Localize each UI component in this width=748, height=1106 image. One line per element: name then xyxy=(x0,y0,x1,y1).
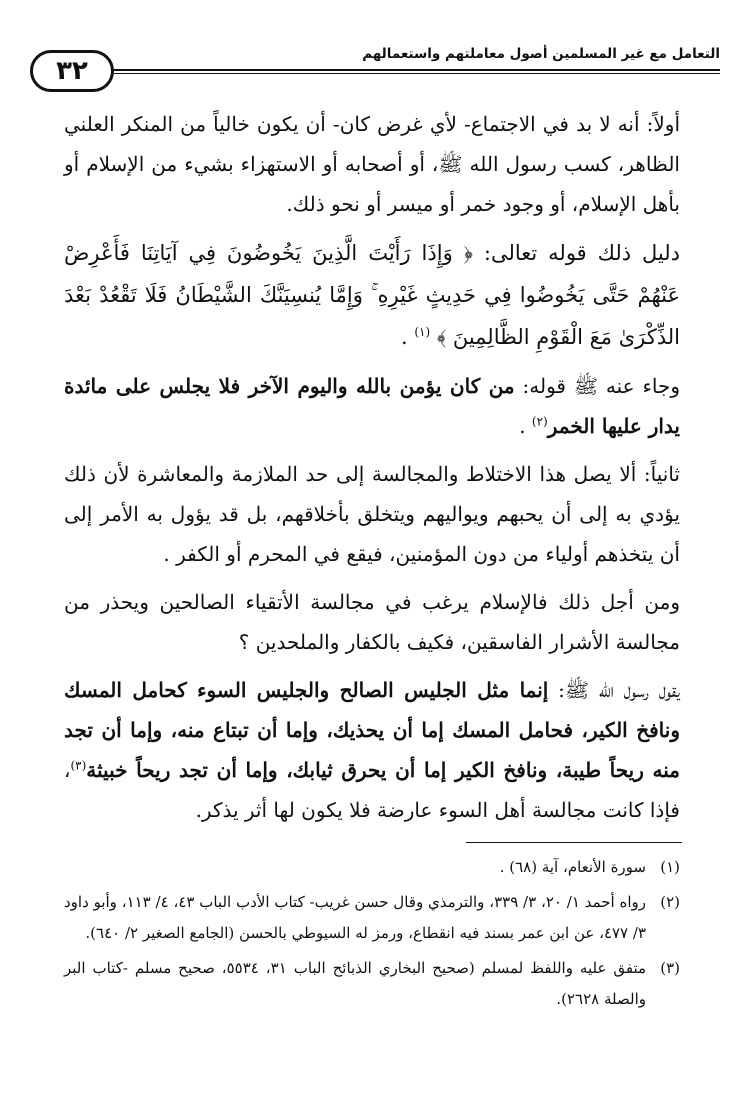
hadith-intro: وجاء عنه ﷺ قوله: xyxy=(514,374,680,398)
footnote xyxy=(64,953,680,1015)
footnote xyxy=(64,852,680,883)
hadith-text: من كان يؤمن بالله واليوم الآخر فلا يجلس على مائدة يدار عليها الخمر xyxy=(64,374,680,438)
page-header xyxy=(30,40,720,100)
evidence-intro: دليل ذلك قوله تعالى: xyxy=(483,241,680,265)
paragraph-second-condition: ثانياً: ألا يصل هذا الاختلاط والمجالسة إلى حد الملازمة والمعاشرة لأن ذلك يؤدي به إلى أن يحبهم ويواليهم ويتخلق بأخلاقهم، بل قد يؤول به الأمر إلى أن يتخذهم أولياء من دون المؤمنين، فيقع في المحرم أو الكفر . xyxy=(64,462,680,566)
footnote-number: (٣) xyxy=(660,959,680,977)
footnote-text: رواه أحمد ١/ ٢٠، ٣/ ٣٣٩، والترمذي وقال حسن غريب- كتاب الأدب الباب ٤٣، ٤/ ١١٣، وأبو داود ٣/ ٤٧٧، عن ابن عمر بسند فيه انقطاع، ورمز له السيوطي بالحسن (الجامع الصغير ٢/ ٦٤٠). xyxy=(64,893,647,942)
hadith-text: إنما مثل الجليس الصالح والجليس السوء كحامل المسك ونافخ الكير، فحامل المسك إما أن يحذيك، وإما أن تبتاع منه، وإما أن تجد منه ريحاً طيبة، ونافخ الكير إما أن يحرق ثيابك، وإما أن تجد ريحاً خبيثة xyxy=(64,678,680,782)
footnote-separator xyxy=(466,842,682,843)
footnote-text: متفق عليه واللفظ لمسلم (صحيح البخاري الذبائح الباب ٣١، ٥٥٣٤، صحيح مسلم -كتاب البر والصلة ٢٦٢٨). xyxy=(64,959,647,1008)
paragraph-first-condition: أولاً: أنه لا بد في الاجتماع- لأي غرض كان- أن يكون خالياً من المنكر العلني الظاهر، كسب رسول الله ﷺ، أو أصحابه أو الاستهزاء بشيء من الإسلام أو بأهل الإسلام، أو وجود خمر أو ميسر أو نحو ذلك. xyxy=(64,112,680,216)
paragraph-righteous-company: ومن أجل ذلك فالإسلام يرغب في مجالسة الأتقياء الصالحين ويحذر من مجالسة الأشرار الفاسقين، فكيف بالكفار والملحدين ؟ xyxy=(64,590,680,654)
footnote-number: (٢) xyxy=(660,893,680,911)
running-title: التعامل مع غير المسلمين أصول معاملتهم واستعمالهم xyxy=(362,46,720,62)
footnote-ref-3: (٣) xyxy=(70,758,87,773)
hadith-end: . xyxy=(519,414,532,438)
footnotes xyxy=(64,852,680,1019)
paragraph-hadith-wine xyxy=(64,366,680,446)
footnote-ref-2: (٢) xyxy=(531,414,548,429)
verse-end: . xyxy=(400,325,415,349)
header-rule xyxy=(114,69,720,71)
paragraph-hadith-companion xyxy=(64,670,680,830)
paragraph-conclusion: ، فإذا كانت مجالسة أهل السوء عارضة فلا يكون لها أثر يذكر. xyxy=(64,758,680,822)
hadith-intro: يقول رسول الله ﷺ: xyxy=(548,678,680,702)
footnote xyxy=(64,887,680,949)
footnote-ref-1: (١) xyxy=(414,325,431,339)
main-text xyxy=(64,104,680,838)
footnote-text: سورة الأنعام، آية (٦٨) . xyxy=(499,858,646,876)
header-rule-thin xyxy=(114,73,720,74)
paragraph-quran-evidence xyxy=(64,232,680,358)
quran-verse: ﴿ وَإِذَا رَأَيْتَ الَّذِينَ يَخُوضُونَ فِي آيَاتِنَا فَأَعْرِضْ عَنْهُمْ حَتَّى يَخُوضُوا فِي حَدِيثٍ غَيْرِهِ ۚ وَإِمَّا يُنسِيَنَّكَ الشَّيْطَانُ فَلَا تَقْعُدْ بَعْدَ الذِّكْرَىٰ مَعَ الْقَوْمِ الظَّالِمِينَ ﴾ xyxy=(64,241,680,349)
footnote-number: (١) xyxy=(660,858,680,876)
page-number: ٣٢ xyxy=(30,50,114,92)
